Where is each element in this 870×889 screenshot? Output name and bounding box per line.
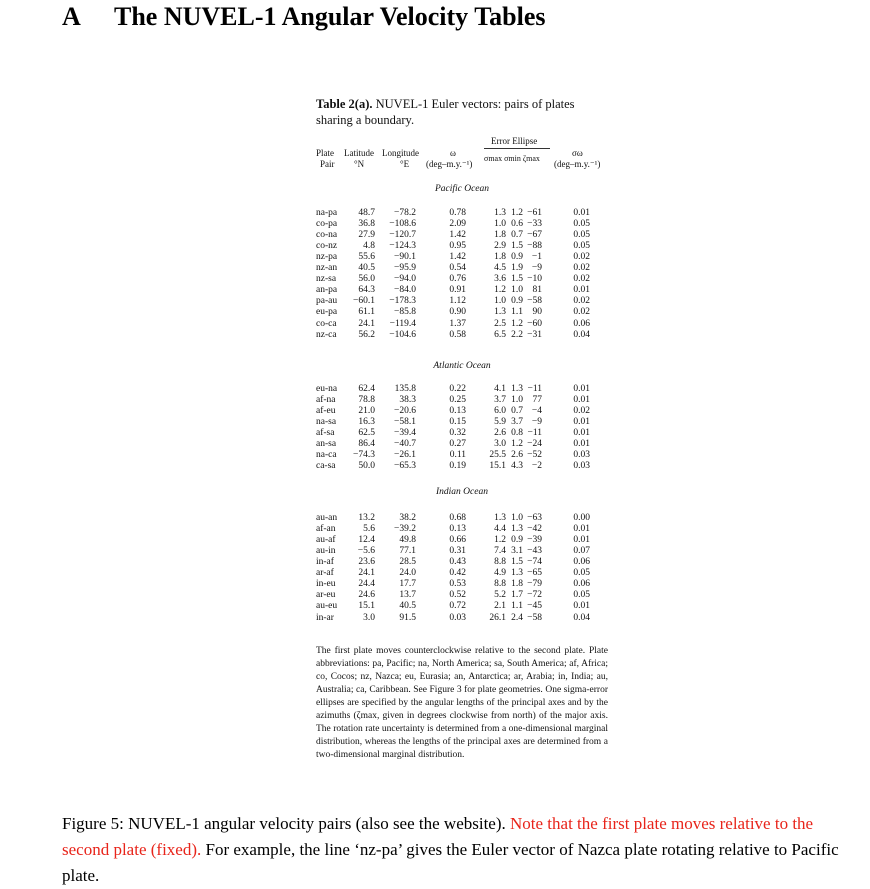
- cell-pair: nz-sa: [316, 274, 337, 285]
- cell-sigma-max: 25.5: [489, 450, 506, 461]
- cell-omega: 0.54: [449, 263, 466, 274]
- cell-sigma-min: 0.9: [511, 296, 523, 307]
- cell-pair: an-pa: [316, 285, 338, 296]
- appendix-letter: A: [62, 2, 81, 31]
- table-row: [316, 219, 608, 230]
- cell-sigma-min: 0.8: [511, 428, 523, 439]
- cell-zeta-max: −39: [527, 535, 542, 546]
- cell-pair: af-sa: [316, 428, 335, 439]
- cell-longitude: −104.6: [389, 329, 416, 340]
- cell-zeta-max: −31: [527, 329, 542, 340]
- cell-longitude: −65.3: [394, 461, 416, 472]
- cell-pair: ca-sa: [316, 461, 336, 472]
- cell-zeta-max: −52: [527, 450, 542, 461]
- cell-sigma-max: 15.1: [489, 461, 506, 472]
- cell-zeta-max: −65: [527, 568, 542, 579]
- cell-omega: 0.15: [449, 417, 466, 428]
- cell-sigma-min: 0.7: [511, 230, 523, 241]
- cell-longitude: −40.7: [394, 439, 416, 450]
- cell-zeta-max: −88: [527, 241, 542, 252]
- cell-pair: au-an: [316, 513, 338, 523]
- section-heading-1: Atlantic Ocean: [433, 361, 491, 371]
- cell-omega: 0.22: [449, 384, 466, 394]
- cell-omega: 0.90: [449, 307, 466, 318]
- table-row: [316, 535, 608, 546]
- cell-longitude: −84.0: [394, 285, 416, 296]
- cell-sigma-min: 1.2: [511, 318, 523, 329]
- cell-sigma-max: 4.9: [494, 568, 506, 579]
- cell-longitude: −26.1: [394, 450, 416, 461]
- cell-omega: 1.42: [449, 230, 466, 241]
- cell-zeta-max: −11: [527, 384, 542, 394]
- col-sigma-w: σω: [572, 148, 583, 158]
- table-row: [316, 241, 608, 252]
- cell-longitude: 17.7: [399, 579, 416, 590]
- cell-omega: 0.66: [449, 535, 466, 546]
- cell-latitude: 64.3: [358, 285, 375, 296]
- cell-omega: 0.27: [449, 439, 466, 450]
- table-row: [316, 513, 608, 524]
- error-ellipse-rule: [484, 148, 550, 149]
- table-row: [316, 590, 608, 601]
- cell-omega: 0.25: [449, 395, 466, 406]
- cell-sigma-omega: 0.03: [573, 450, 590, 461]
- table-row: [316, 601, 608, 612]
- cell-pair: in-eu: [316, 579, 336, 590]
- col-latitude: Latitude: [344, 148, 374, 158]
- cell-omega: 0.13: [449, 406, 466, 417]
- cell-sigma-min: 4.3: [511, 461, 523, 472]
- table-caption: [316, 96, 608, 128]
- cell-zeta-max: −11: [527, 428, 542, 439]
- cell-sigma-max: 4.4: [494, 524, 506, 535]
- cell-sigma-omega: 0.01: [573, 524, 590, 535]
- cell-latitude: 24.6: [358, 590, 375, 601]
- cell-pair: nz-pa: [316, 252, 338, 263]
- cell-sigma-omega: 0.01: [573, 535, 590, 546]
- cell-latitude: 23.6: [358, 557, 375, 568]
- col-lat-unit: °N: [354, 159, 365, 169]
- cell-sigma-max: 1.3: [494, 208, 506, 218]
- cell-sigma-max: 6.0: [494, 406, 506, 417]
- cell-zeta-max: −60: [527, 318, 542, 329]
- col-ellipse-axes: σmax σmin ζmax: [484, 154, 540, 163]
- cell-sigma-omega: 0.05: [573, 230, 590, 241]
- cell-pair: au-eu: [316, 601, 338, 612]
- cell-sigma-omega: 0.05: [573, 219, 590, 229]
- col-omega-unit: (deg–m.y.⁻¹): [426, 159, 473, 169]
- cell-zeta-max: −24: [527, 439, 542, 450]
- cell-latitude: 24.4: [358, 579, 375, 590]
- cell-latitude: 16.3: [358, 417, 375, 428]
- table-row: [316, 613, 608, 624]
- cell-sigma-omega: 0.02: [573, 406, 590, 417]
- cell-zeta-max: −72: [527, 590, 542, 601]
- cell-longitude: −39.2: [394, 524, 416, 535]
- cell-longitude: 38.3: [399, 395, 416, 406]
- cell-pair: nz-an: [316, 263, 338, 274]
- table-row: [316, 557, 608, 568]
- cell-longitude: −39.4: [394, 428, 416, 439]
- cell-sigma-omega: 0.04: [573, 612, 590, 623]
- cell-omega: 0.68: [449, 513, 466, 523]
- cell-pair: na-ca: [316, 450, 337, 461]
- cell-latitude: −5.6: [357, 546, 375, 557]
- table-row: [316, 439, 608, 450]
- cell-zeta-max: −63: [527, 513, 542, 523]
- cell-zeta-max: −42: [527, 524, 542, 535]
- cell-sigma-min: 1.3: [511, 384, 523, 394]
- table-row: [316, 263, 608, 274]
- cell-sigma-omega: 0.01: [573, 208, 590, 218]
- cell-latitude: −60.1: [353, 296, 375, 307]
- cell-sigma-omega: 0.01: [573, 417, 590, 428]
- cell-zeta-max: −10: [527, 274, 542, 285]
- table-label: Table 2(a).: [316, 97, 373, 111]
- cell-sigma-max: 2.9: [494, 241, 506, 252]
- cell-sigma-min: 1.0: [511, 513, 523, 523]
- cell-omega: 0.58: [449, 329, 466, 340]
- table-row: [316, 319, 608, 330]
- table-row: [316, 330, 608, 341]
- cell-omega: 0.52: [449, 590, 466, 601]
- cell-zeta-max: −9: [531, 263, 542, 274]
- cell-latitude: 36.8: [358, 219, 375, 229]
- cell-omega: 0.32: [449, 428, 466, 439]
- cell-latitude: 21.0: [358, 406, 375, 417]
- cell-latitude: 40.5: [358, 263, 375, 274]
- cell-omega: 0.42: [449, 568, 466, 579]
- appendix-title: The NUVEL-1 Angular Velocity Tables: [114, 2, 546, 31]
- col-sigma-w-unit: (deg–m.y.⁻¹): [554, 159, 601, 169]
- cell-latitude: 62.4: [358, 384, 375, 394]
- cell-sigma-max: 1.0: [494, 219, 506, 229]
- section-heading-0: Pacific Ocean: [434, 184, 490, 194]
- cell-zeta-max: 90: [532, 307, 542, 318]
- cell-sigma-max: 6.5: [494, 329, 506, 340]
- cell-zeta-max: 77: [532, 395, 542, 406]
- cell-pair: co-pa: [316, 219, 338, 229]
- cell-pair: na-sa: [316, 417, 337, 428]
- cell-latitude: 62.5: [358, 428, 375, 439]
- cell-latitude: 24.1: [358, 318, 375, 329]
- cell-longitude: 135.8: [394, 384, 416, 394]
- cell-latitude: 3.0: [363, 612, 375, 623]
- cell-sigma-max: 2.6: [494, 428, 506, 439]
- cell-omega: 0.11: [449, 450, 466, 461]
- cell-sigma-omega: 0.05: [573, 590, 590, 601]
- cell-sigma-omega: 0.07: [573, 546, 590, 557]
- cell-sigma-min: 0.9: [511, 252, 523, 263]
- cell-sigma-min: 1.7: [511, 590, 523, 601]
- cell-pair: ar-eu: [316, 590, 336, 601]
- cell-pair: in-af: [316, 557, 334, 568]
- cell-latitude: 55.6: [358, 252, 375, 263]
- section-heading-2: Indian Ocean: [436, 487, 488, 497]
- cell-pair: eu-pa: [316, 307, 338, 318]
- cell-latitude: 13.2: [358, 513, 375, 523]
- cell-pair: af-na: [316, 395, 336, 406]
- cell-sigma-min: 1.5: [511, 557, 523, 568]
- cell-sigma-min: 3.7: [511, 417, 523, 428]
- cell-omega: 0.03: [449, 612, 466, 623]
- cell-pair: co-ca: [316, 318, 337, 329]
- cell-sigma-min: 1.2: [511, 208, 523, 218]
- table-row: [316, 428, 608, 439]
- cell-omega: 0.76: [449, 274, 466, 285]
- cell-sigma-omega: 0.01: [573, 285, 590, 296]
- cell-zeta-max: 81: [532, 285, 542, 296]
- cell-sigma-omega: 0.01: [573, 601, 590, 612]
- figure-caption: [62, 811, 852, 889]
- cell-sigma-max: 7.4: [494, 546, 506, 557]
- cell-sigma-omega: 0.02: [573, 252, 590, 263]
- cell-longitude: −90.1: [394, 252, 416, 263]
- table-row: [316, 252, 608, 263]
- cell-sigma-omega: 0.01: [573, 439, 590, 450]
- cell-zeta-max: −58: [527, 296, 542, 307]
- cell-zeta-max: −9: [531, 417, 542, 428]
- cell-sigma-omega: 0.00: [573, 513, 590, 523]
- cell-pair: in-ar: [316, 612, 334, 623]
- cell-omega: 0.78: [449, 208, 466, 218]
- figure-caption-prefix: Figure 5: NUVEL-1 angular velocity pairs (also see the website).: [62, 814, 506, 833]
- cell-sigma-min: 1.9: [511, 263, 523, 274]
- cell-longitude: −85.8: [394, 307, 416, 318]
- cell-zeta-max: −1: [531, 252, 542, 263]
- cell-longitude: 38.2: [399, 513, 416, 523]
- cell-latitude: 86.4: [358, 439, 375, 450]
- cell-pair: co-nz: [316, 241, 338, 252]
- cell-sigma-max: 5.2: [494, 590, 506, 601]
- cell-latitude: 78.8: [358, 395, 375, 406]
- cell-latitude: 5.6: [363, 524, 375, 535]
- cell-longitude: −94.0: [394, 274, 416, 285]
- cell-omega: 0.72: [449, 601, 466, 612]
- cell-pair: an-sa: [316, 439, 337, 450]
- cell-longitude: −178.3: [389, 296, 416, 307]
- cell-longitude: −108.6: [389, 219, 416, 229]
- cell-longitude: 49.8: [399, 535, 416, 546]
- cell-sigma-min: 2.2: [511, 329, 523, 340]
- cell-sigma-omega: 0.02: [573, 307, 590, 318]
- cell-sigma-max: 1.3: [494, 307, 506, 318]
- cell-sigma-min: 1.1: [511, 307, 523, 318]
- col-pair: Pair: [320, 159, 335, 169]
- table-notes: The first plate moves counterclockwise relative to the second plate. Plate abbreviations: pa, Pacific; na, North America; sa, South America; af, Africa; co, Cocos; nz, Nazca; eu, Eurasia; an, Antarctica; ar, Arabia; in, India; au, Australia; ca, Caribbean. See Figure 3 for plate geometries. One sigma-error ellipses are specified by the angular lengths of the principal axes and by the azimuths (ζmax, given in degrees clockwise from north) of the major axis. The rotation rate uncertainty is determined from a one-dimensional marginal distribution, whereas the lengths of the principal axes are determined from a two-dimensional marginal distribution.: [316, 646, 608, 760]
- cell-omega: 0.31: [449, 546, 466, 557]
- cell-longitude: −120.7: [389, 230, 416, 241]
- cell-longitude: −124.3: [389, 241, 416, 252]
- table-row: [316, 406, 608, 417]
- table-row: [316, 417, 608, 428]
- cell-sigma-omega: 0.01: [573, 384, 590, 394]
- cell-zeta-max: −43: [527, 546, 542, 557]
- table-row: [316, 208, 608, 219]
- cell-sigma-omega: 0.03: [573, 461, 590, 472]
- cell-sigma-max: 8.8: [494, 557, 506, 568]
- cell-sigma-omega: 0.01: [573, 428, 590, 439]
- cell-longitude: 40.5: [399, 601, 416, 612]
- cell-omega: 0.95: [449, 241, 466, 252]
- cell-sigma-min: 1.0: [511, 395, 523, 406]
- cell-pair: af-an: [316, 524, 336, 535]
- table-row: [316, 230, 608, 241]
- cell-pair: af-eu: [316, 406, 336, 417]
- cell-longitude: −20.6: [394, 406, 416, 417]
- cell-pair: au-in: [316, 546, 336, 557]
- cell-omega: 0.53: [449, 579, 466, 590]
- cell-sigma-min: 1.2: [511, 439, 523, 450]
- cell-latitude: 56.0: [358, 274, 375, 285]
- table-row: [316, 274, 608, 285]
- cell-sigma-max: 2.1: [494, 601, 506, 612]
- cell-latitude: 56.2: [358, 329, 375, 340]
- table-row: [316, 568, 608, 579]
- error-ellipse-label: Error Ellipse: [491, 136, 538, 146]
- col-longitude: Longitude: [382, 148, 419, 158]
- cell-sigma-max: 5.9: [494, 417, 506, 428]
- cell-latitude: 50.0: [358, 461, 375, 472]
- cell-latitude: 4.8: [363, 241, 375, 252]
- cell-sigma-max: 1.2: [494, 285, 506, 296]
- cell-sigma-max: 8.8: [494, 579, 506, 590]
- cell-longitude: 28.5: [399, 557, 416, 568]
- col-plate: Plate: [316, 148, 334, 158]
- cell-sigma-min: 2.4: [511, 612, 523, 623]
- cell-pair: na-pa: [316, 208, 338, 218]
- cell-sigma-min: 0.9: [511, 535, 523, 546]
- cell-longitude: −119.4: [389, 318, 416, 329]
- cell-omega: 0.13: [449, 524, 466, 535]
- cell-pair: eu-na: [316, 384, 338, 394]
- cell-latitude: −74.3: [353, 450, 375, 461]
- cell-sigma-min: 1.8: [511, 579, 523, 590]
- cell-sigma-min: 0.6: [511, 219, 523, 229]
- cell-zeta-max: −33: [527, 219, 542, 229]
- section-heading: [62, 2, 546, 32]
- table-caption-text: NUVEL-1 Euler vectors: pairs of plates sharing a boundary.: [316, 97, 575, 127]
- cell-zeta-max: −45: [527, 601, 542, 612]
- cell-sigma-omega: 0.06: [573, 318, 590, 329]
- cell-sigma-min: 3.1: [511, 546, 523, 557]
- cell-sigma-max: 1.3: [494, 513, 506, 523]
- table-row: [316, 307, 608, 318]
- cell-pair: au-af: [316, 535, 336, 546]
- cell-sigma-max: 1.8: [494, 252, 506, 263]
- cell-longitude: −58.1: [394, 417, 416, 428]
- col-omega: ω: [450, 148, 456, 158]
- cell-sigma-min: 0.7: [511, 406, 523, 417]
- cell-zeta-max: −2: [531, 461, 542, 472]
- cell-omega: 2.09: [449, 219, 466, 229]
- cell-latitude: 48.7: [358, 208, 375, 218]
- cell-omega: 0.19: [449, 461, 466, 472]
- table-row: [316, 450, 608, 461]
- cell-sigma-max: 1.2: [494, 535, 506, 546]
- table-row: [316, 524, 608, 535]
- cell-pair: co-na: [316, 230, 338, 241]
- cell-longitude: −78.2: [394, 208, 416, 218]
- cell-sigma-omega: 0.05: [573, 568, 590, 579]
- figure-caption-suffix: For example, the line ‘nz-pa’ gives the Euler vector of Nazca plate rotating relative to Pacific plate.: [62, 840, 839, 885]
- cell-sigma-max: 1.8: [494, 230, 506, 241]
- cell-sigma-max: 4.1: [494, 384, 506, 394]
- cell-zeta-max: −67: [527, 230, 542, 241]
- cell-sigma-omega: 0.06: [573, 579, 590, 590]
- cell-latitude: 61.1: [358, 307, 375, 318]
- cell-sigma-omega: 0.02: [573, 274, 590, 285]
- cell-latitude: 15.1: [358, 601, 375, 612]
- cell-pair: pa-au: [316, 296, 338, 307]
- cell-zeta-max: −61: [527, 208, 542, 218]
- figure-caption-highlight: Note that the first plate moves relative to the second plate (fixed).: [62, 814, 814, 859]
- cell-longitude: 13.7: [399, 590, 416, 601]
- cell-sigma-omega: 0.02: [573, 263, 590, 274]
- cell-pair: ar-af: [316, 568, 334, 579]
- col-lon-unit: °E: [400, 159, 410, 169]
- cell-sigma-min: 1.3: [511, 524, 523, 535]
- table-row: [316, 296, 608, 307]
- cell-sigma-max: 3.6: [494, 274, 506, 285]
- cell-longitude: 77.1: [399, 546, 416, 557]
- cell-sigma-max: 4.5: [494, 263, 506, 274]
- cell-zeta-max: −4: [531, 406, 542, 417]
- cell-sigma-max: 3.7: [494, 395, 506, 406]
- cell-sigma-max: 26.1: [489, 612, 506, 623]
- cell-sigma-min: 2.6: [511, 450, 523, 461]
- cell-longitude: −95.9: [394, 263, 416, 274]
- table-row: [316, 461, 608, 472]
- cell-latitude: 24.1: [358, 568, 375, 579]
- cell-latitude: 27.9: [358, 230, 375, 241]
- cell-omega: 1.12: [449, 296, 466, 307]
- cell-latitude: 12.4: [358, 535, 375, 546]
- cell-sigma-min: 1.1: [511, 601, 523, 612]
- cell-sigma-max: 1.0: [494, 296, 506, 307]
- cell-sigma-min: 1.5: [511, 274, 523, 285]
- cell-sigma-omega: 0.02: [573, 296, 590, 307]
- table-row: [316, 285, 608, 296]
- cell-sigma-min: 1.0: [511, 285, 523, 296]
- cell-zeta-max: −79: [527, 579, 542, 590]
- cell-longitude: 24.0: [399, 568, 416, 579]
- cell-sigma-omega: 0.06: [573, 557, 590, 568]
- cell-sigma-omega: 0.05: [573, 241, 590, 252]
- cell-omega: 0.43: [449, 557, 466, 568]
- cell-pair: nz-ca: [316, 329, 337, 340]
- cell-sigma-max: 3.0: [494, 439, 506, 450]
- cell-longitude: 91.5: [399, 612, 416, 623]
- table-scan: [316, 96, 608, 760]
- table-row: [316, 546, 608, 557]
- cell-sigma-omega: 0.04: [573, 329, 590, 340]
- cell-sigma-max: 2.5: [494, 318, 506, 329]
- table-row: [316, 579, 608, 590]
- cell-sigma-min: 1.3: [511, 568, 523, 579]
- cell-omega: 1.37: [449, 318, 466, 329]
- cell-omega: 1.42: [449, 252, 466, 263]
- table-row: [316, 384, 608, 395]
- cell-omega: 0.91: [449, 285, 466, 296]
- cell-sigma-min: 1.5: [511, 241, 523, 252]
- cell-zeta-max: −74: [527, 557, 542, 568]
- cell-zeta-max: −58: [527, 612, 542, 623]
- table-row: [316, 395, 608, 406]
- cell-sigma-omega: 0.01: [573, 395, 590, 406]
